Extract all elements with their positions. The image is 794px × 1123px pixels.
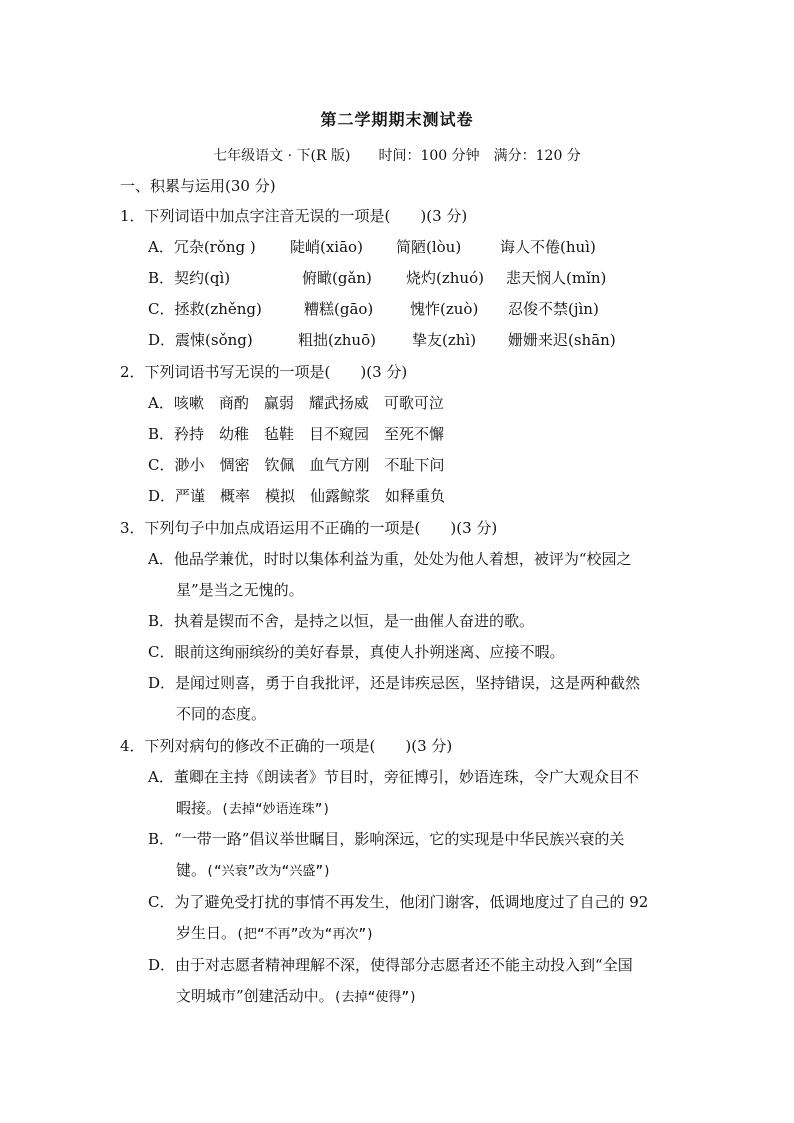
option-cell: 诲人不倦(huì) [500,238,596,256]
question-2-option-a: A．咳嗽 商酌 赢弱 耀武扬威 可歌可泣 [148,394,444,412]
option-text: 岁生日。 [176,924,237,942]
section-heading: 一、积累与运用(30 分) [120,177,276,195]
question-2-option-c: C．渺小 惆密 钦佩 血气方刚 不耻下问 [148,456,445,474]
option-cell: 糟糕(gāo) [304,300,374,318]
option-cell: A．冗杂(rǒng ) [148,238,256,256]
option-text: 键。 [176,861,207,879]
question-4-option-d-cont [176,986,417,1008]
score-label: 满分：120 分 [493,148,581,164]
option-cell: C．拯救(zhěng) [148,300,262,318]
question-3-option-b: B．执着是锲而不舍，是持之以恒，是一曲催人奋进的歌。 [148,612,535,630]
question-4-option-d: D．由于对志愿者精神理解不深，使得部分志愿者还不能主动投入到“全国 [148,956,633,974]
question-2-option-d: D．严谨 概率 模拟 仙露鲸浆 如释重负 [148,487,446,505]
question-3-option-d: D．是闻过则喜，勇于自我批评，还是讳疾忌医，坚持错误，这是两种截然 [148,674,641,692]
option-cell: 愧怍(zuò) [410,300,479,318]
question-4-option-b: B．“一带一路”倡议举世瞩目，影响深远，它的实现是中华民族兴衰的关 [148,830,625,848]
exam-info [0,145,794,165]
question-3-option-c: C．眼前这绚丽缤纷的美好春景，真使人扑朔迷离、应接不暇。 [148,643,565,661]
option-cell: 悲天悯人(mǐn) [506,269,607,287]
question-3-stem: 3．下列句子中加点成语运用不正确的一项是( )(3 分) [120,519,498,537]
question-4-stem: 4．下列对病句的修改不正确的一项是( )(3 分) [120,737,453,755]
revision-note: (去掉“妙语连珠”) [221,802,331,817]
question-3-option-a-cont: 星”是当之无愧的。 [176,581,304,599]
page-title: 第二学期期末测试卷 [320,110,474,129]
option-text: 文明城市”创建活动中。 [176,987,334,1005]
option-cell: 粗拙(zhuō) [298,331,376,349]
option-cell: 忍俊不禁(jìn) [508,300,599,318]
grade-label: 七年级语文 · 下(R 版) [213,148,351,164]
option-cell: 挚友(zhì) [412,331,477,349]
option-cell: 俯瞰(gǎn) [302,269,372,287]
question-4-option-c: C．为了避免受打扰的事情不再发生，他闭门谢客，低调地度过了自己的 92 [148,893,649,911]
question-4-option-c-cont [176,923,374,945]
question-3-option-a: A．他品学兼优，时时以集体利益为重，处处为他人着想，被评为“校园之 [148,550,632,568]
option-cell: 简陋(lòu) [396,238,462,256]
revision-note: (去掉“使得”) [333,990,417,1005]
question-4-option-b-cont [176,860,331,882]
revision-note: (把“不再”改为“再次”) [236,927,374,942]
question-3-option-d-cont: 不同的态度。 [176,705,267,723]
option-text: 暇接。 [176,799,222,817]
time-label: 时间：100 分钟 [378,148,480,164]
question-4-option-a: A．董卿在主持《朗读者》节目时，旁征博引，妙语连珠，令广大观众目不 [148,768,639,786]
revision-note: (“兴衰”改为“兴盛”) [206,864,331,879]
question-1-stem: 1．下列词语中加点字注音无误的一项是( )(3 分) [120,207,468,225]
option-cell: 烧灼(zhuó) [406,269,484,287]
question-2-option-b: B．矜持 幼稚 毡鞋 目不窥园 至死不懈 [148,425,445,443]
question-2-stem: 2．下列词语书写无误的一项是( )(3 分) [120,363,408,381]
option-cell: B．契约(qì) [148,269,231,287]
question-4-option-a-cont [176,798,330,820]
option-cell: 姗姗来迟(shān) [508,331,616,349]
option-cell: D．震悚(sǒng) [148,331,253,349]
option-cell: 陡峭(xiāo) [290,238,363,256]
